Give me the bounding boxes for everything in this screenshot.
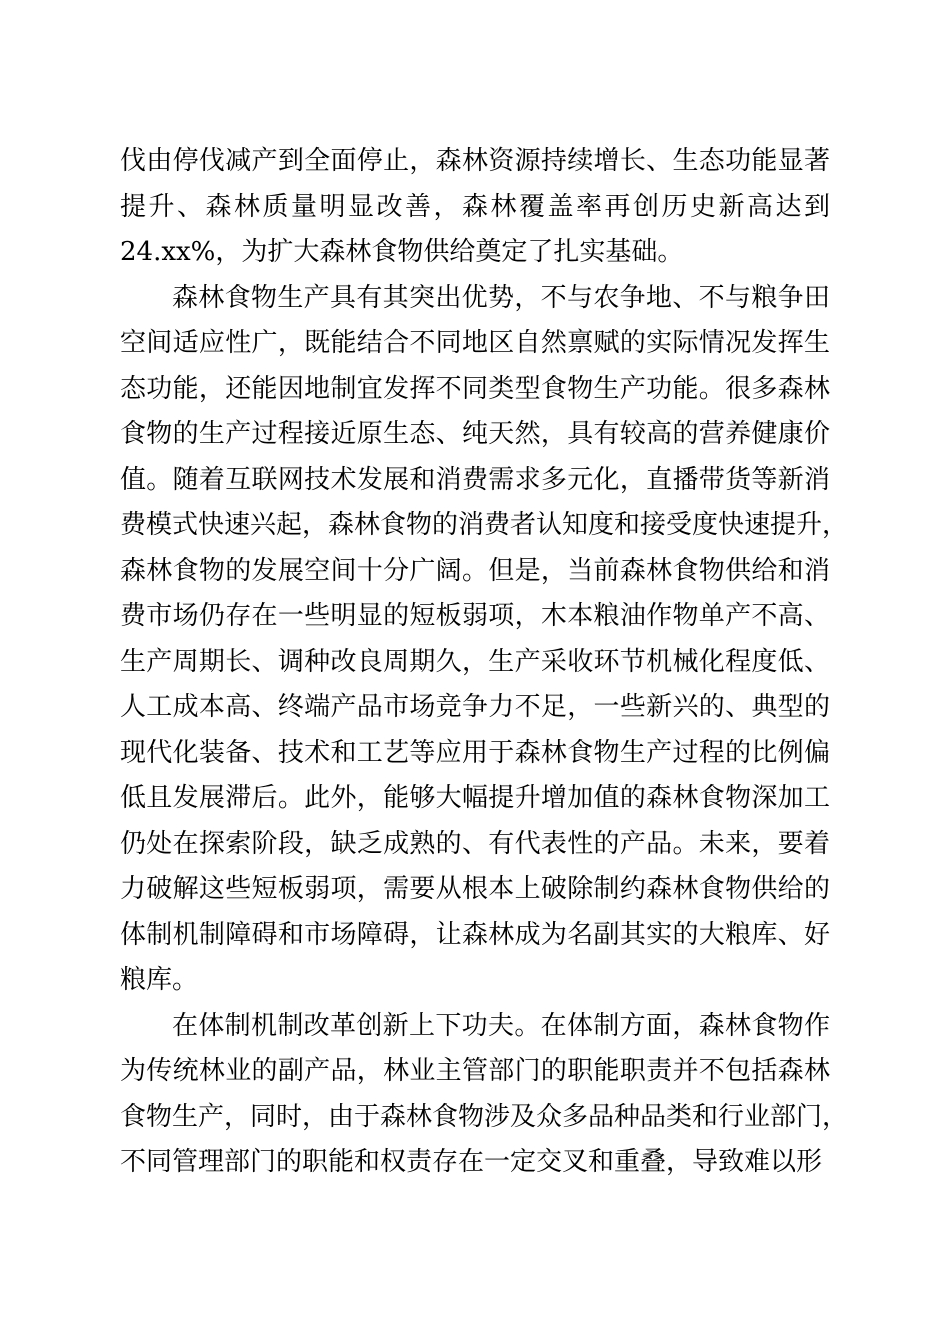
text-line: 值。随着互联网技术发展和消费需求多元化，直播带货等新消 bbox=[120, 464, 830, 495]
text-line: 低且发展滞后。此外，能够大幅提升增加值的森林食物深加工 bbox=[120, 783, 830, 813]
paragraph-forest-resources bbox=[120, 139, 830, 276]
text-line: 态功能，还能因地制宜发挥不同类型食物生产功能。很多森林 bbox=[120, 373, 830, 404]
text-line: 仍处在探索阶段，缺乏成熟的、有代表性的产品。未来，要着 bbox=[120, 828, 830, 859]
text-line: 森林食物的发展空间十分广阔。但是，当前森林食物供给和消 bbox=[120, 555, 830, 586]
text-line: 不同管理部门的职能和权责存在一定交叉和重叠，导致难以形 bbox=[120, 1147, 823, 1177]
text-line: 空间适应性广，既能结合不同地区自然禀赋的实际情况发挥生 bbox=[120, 328, 830, 358]
text-line: 伐由停伐减产到全面停止，森林资源持续增长、生态功能显著 bbox=[120, 146, 830, 176]
text-line: 力破解这些短板弱项，需要从根本上破除制约森林食物供给的 bbox=[120, 874, 830, 904]
text-line: 费市场仍存在一些明显的短板弱项，木本粮油作物单产不高、 bbox=[120, 601, 830, 631]
text-line: 费模式快速兴起，森林食物的消费者认知度和接受度快速提升， bbox=[120, 510, 849, 540]
text-line: 粮库。 bbox=[120, 965, 199, 995]
paragraph-forest-food-advantages bbox=[120, 276, 849, 1004]
text-line: 生产周期长、调种改良周期久，生产采收环节机械化程度低、 bbox=[120, 646, 830, 677]
text-line: 为传统林业的副产品，林业主管部门的职能职责并不包括森林 bbox=[120, 1056, 830, 1086]
paragraph-institutional-reform bbox=[120, 1004, 849, 1186]
text-line: 现代化装备、技术和工艺等应用于森林食物生产过程的比例偏 bbox=[120, 737, 830, 768]
document-page bbox=[120, 139, 849, 1186]
text-line: 食物的生产过程接近原生态、纯天然，具有较高的营养健康价 bbox=[120, 419, 830, 449]
text-line: 人工成本高、终端产品市场竞争力不足，一些新兴的、典型的 bbox=[120, 692, 830, 722]
text-line: 在体制机制改革创新上下功夫。在体制方面，森林食物作 bbox=[172, 1010, 830, 1041]
text-line: 食物生产，同时，由于森林食物涉及众多品种品类和行业部门， bbox=[120, 1101, 849, 1132]
text-line: 森林食物生产具有其突出优势，不与农争地、不与粮争田 bbox=[172, 282, 830, 313]
text-line: 体制机制障碍和市场障碍，让森林成为名副其实的大粮库、好 bbox=[120, 919, 830, 950]
text-line: 提升、森林质量明显改善，森林覆盖率再创历史新高达到 bbox=[120, 191, 830, 222]
text-line: 24.xx%，为扩大森林食物供给奠定了扎实基础。 bbox=[120, 237, 684, 267]
